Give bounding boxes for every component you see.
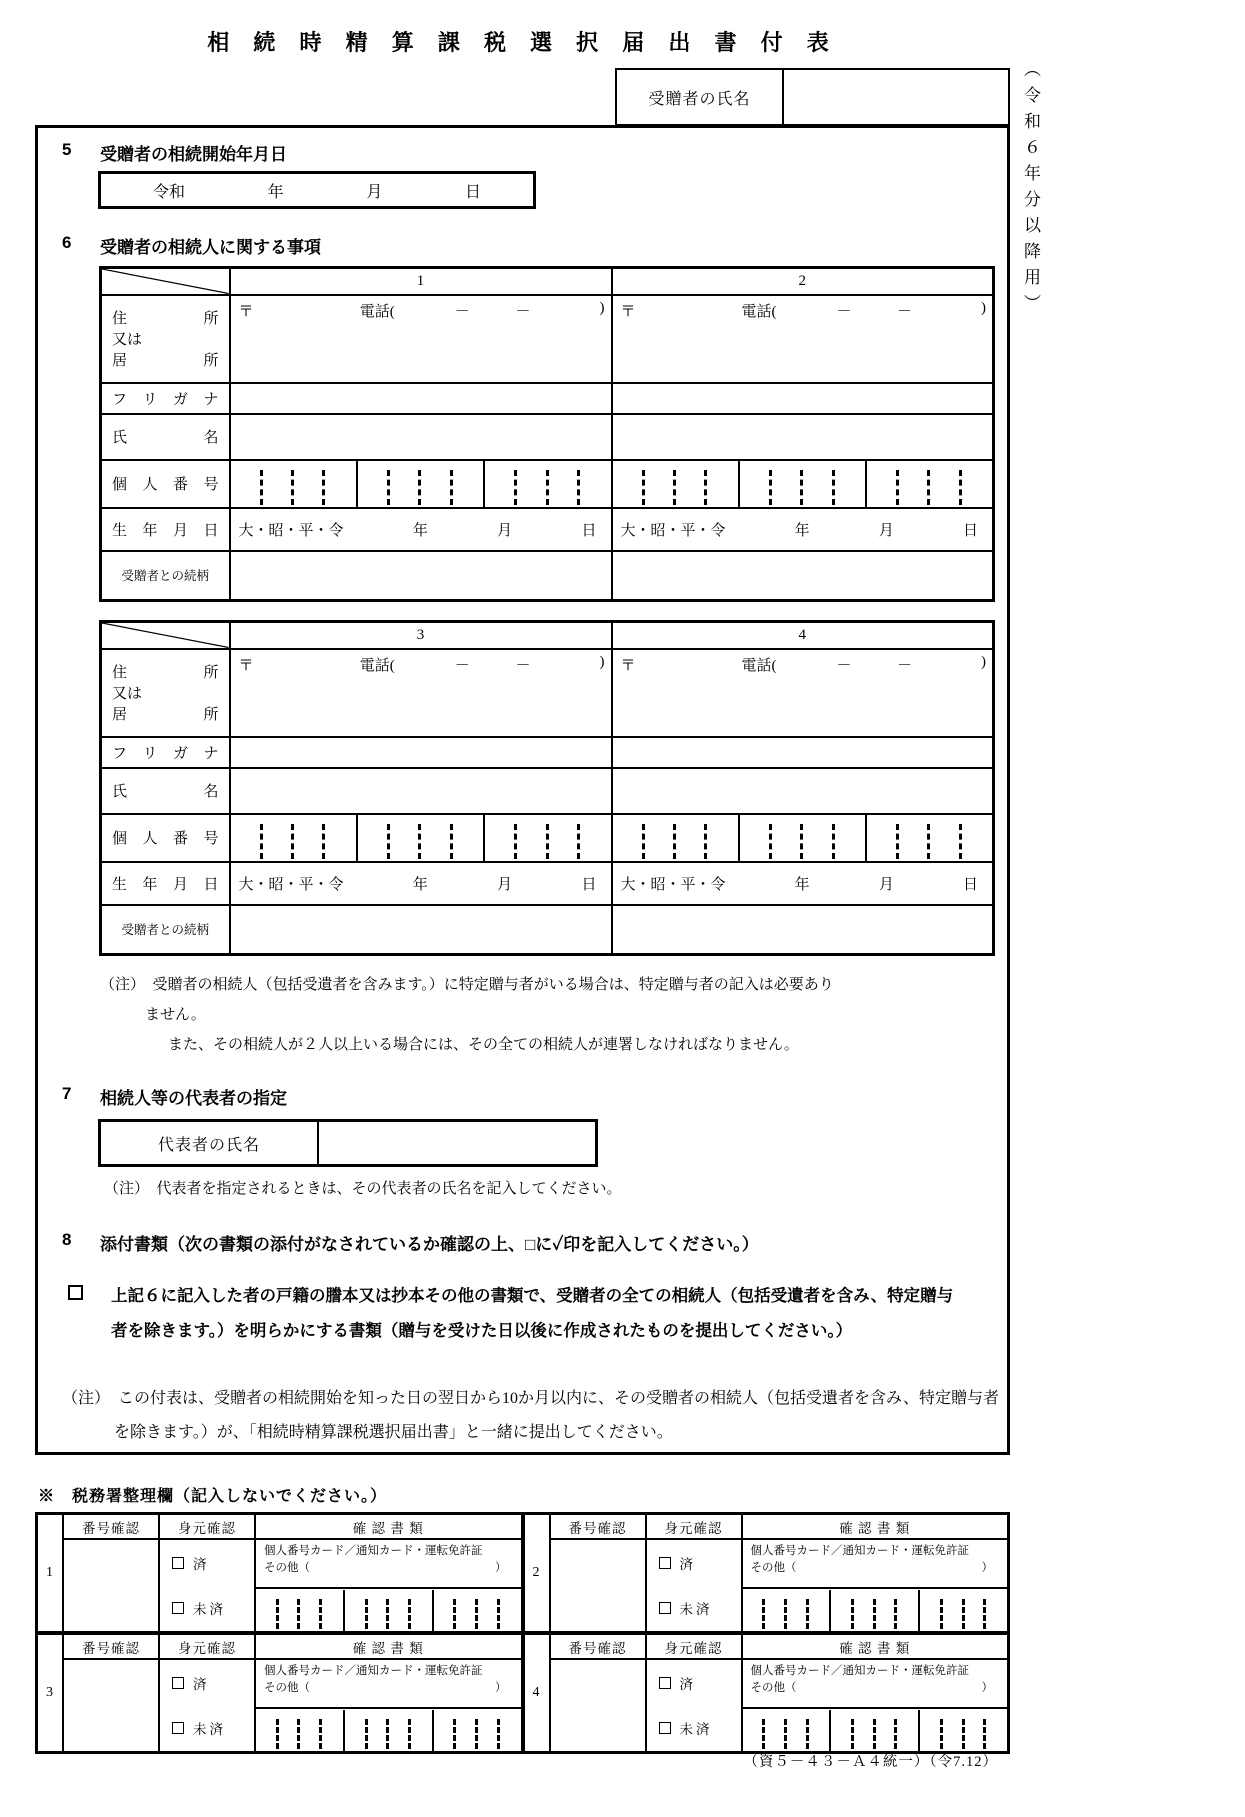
identity-done-option[interactable]: 済 (172, 1673, 254, 1693)
office-block-4 (523, 1633, 1010, 1753)
representative-name-input[interactable] (319, 1122, 595, 1164)
era-options[interactable]: 大・昭・平・令 (238, 522, 344, 539)
documents-header: 確 認 書 類 (255, 1634, 522, 1659)
checkbox-icon[interactable] (659, 1722, 671, 1734)
documents-types-cell: 個人番号カード／通知カード・運転免許証 その他（ ） (742, 1659, 1009, 1708)
month-label: 月 (366, 183, 383, 201)
number-check-cell[interactable] (550, 1539, 646, 1632)
fiscal-year-side-label: （令和６年分以降用） (1021, 60, 1040, 320)
checkbox-icon[interactable] (659, 1602, 671, 1614)
checkbox-icon[interactable] (172, 1677, 184, 1689)
furigana-input[interactable] (230, 737, 612, 768)
diagonal-header-cell (101, 268, 230, 295)
section5-title: 受贈者の相続開始年月日 (100, 145, 287, 164)
documents-types-cell: 個人番号カード／通知カード・運転免許証 その他（ ） (255, 1539, 522, 1588)
furigana-input[interactable] (230, 383, 612, 414)
personal-number-input[interactable] (612, 460, 994, 508)
document-number-input[interactable] (742, 1588, 1009, 1632)
phone-label: 電話( (359, 657, 395, 674)
section6-title: 受贈者の相続人に関する事項 (100, 238, 321, 257)
heir-column-number: 4 (612, 622, 994, 649)
heir-column-number: 1 (230, 268, 612, 295)
office-block-number: 1 (37, 1514, 63, 1632)
birthdate-input[interactable]: 大・昭・平・令 年 月 日 (230, 862, 612, 905)
address-input[interactable]: 〒 電話( － － ) (230, 295, 612, 383)
form-main-box (35, 125, 1010, 1455)
checkbox-icon[interactable] (659, 1557, 671, 1569)
identity-check-header: 身元確認 (159, 1514, 255, 1539)
documents-header: 確 認 書 類 (742, 1514, 1009, 1539)
diagonal-line (102, 269, 229, 294)
identity-check-cell (159, 1659, 255, 1752)
diagonal-line (102, 623, 229, 648)
era-options[interactable]: 大・昭・平・令 (620, 876, 726, 893)
attachment-checkbox[interactable] (68, 1285, 83, 1300)
office-grid (35, 1512, 1010, 1754)
representative-name-box (98, 1119, 598, 1167)
checkbox-icon[interactable] (172, 1557, 184, 1569)
heirs-table-3-4 (99, 620, 995, 956)
documents-types-cell: 個人番号カード／通知カード・運転免許証 その他（ ） (255, 1659, 522, 1708)
relation-row-label: 受贈者との続柄 (101, 905, 230, 955)
postal-mark: 〒 (620, 657, 636, 674)
number-check-cell[interactable] (550, 1659, 646, 1752)
office-block-3 (36, 1633, 523, 1753)
birthdate-row-label: 生 年 月 日 (101, 508, 230, 551)
address-row-label: 住 所 又は 居 所 (101, 649, 230, 737)
section7-title: 相続人等の代表者の指定 (100, 1089, 287, 1108)
inheritance-start-date-input[interactable] (98, 171, 536, 209)
furigana-input[interactable] (612, 737, 994, 768)
section8-title: 添付書類（次の書類の添付がなされているか確認の上、□に✓印を記入してください。） (100, 1235, 759, 1254)
personal-number-row-label: 個 人 番 号 (101, 460, 230, 508)
identity-check-header: 身元確認 (159, 1634, 255, 1659)
relation-input[interactable] (230, 551, 612, 601)
birthdate-input[interactable]: 大・昭・平・令 年 月 日 (612, 508, 994, 551)
number-check-header: 番号確認 (550, 1514, 646, 1539)
office-block-2 (523, 1513, 1010, 1633)
section8-heading (62, 1230, 1007, 1255)
number-check-cell[interactable] (63, 1539, 159, 1632)
phone-label: 電話( (741, 303, 777, 320)
year-label: 年 (267, 183, 284, 201)
postal-mark: 〒 (238, 657, 254, 674)
diagonal-header-cell (101, 622, 230, 649)
attachment-text: 上記６に記入した者の戸籍の謄本又は抄本その他の書類で、受贈者の全ての相続人（包括受遺者を含み、特定贈与者を除きます。）を明らかにする書類（贈与を受けた日以後に作成されたものを提出してください。） (111, 1287, 954, 1340)
form-title: 相 続 時 精 算 課 税 選 択 届 出 書 付 表 (207, 30, 838, 55)
donee-name-input[interactable] (784, 70, 1008, 124)
identity-check-cell (646, 1659, 742, 1752)
section8-number: 8 (62, 1230, 72, 1249)
birthdate-input[interactable]: 大・昭・平・令 年 月 日 (230, 508, 612, 551)
checkbox-icon[interactable] (172, 1602, 184, 1614)
office-block-1 (36, 1513, 523, 1633)
furigana-row-label: フ リ ガ ナ (101, 383, 230, 414)
document-number-input[interactable] (742, 1708, 1009, 1752)
identity-notdone-option[interactable]: 未済 (659, 1598, 741, 1618)
name-input[interactable] (230, 768, 612, 814)
checkbox-icon[interactable] (659, 1677, 671, 1689)
name-row-label: 氏 名 (101, 414, 230, 460)
number-check-header: 番号確認 (63, 1514, 159, 1539)
submission-note: （注） この付表は、受贈者の相続開始を知った日の翌日から10か月以内に、その受贈者の相続人（包括受遺者を含み、特定贈与者を除きます。）が、「相続時精算課税選択届出書」と一緒に提出してください。 (62, 1390, 999, 1441)
relation-row-label: 受贈者との続柄 (101, 551, 230, 601)
personal-number-input[interactable] (612, 814, 994, 862)
birthdate-row-label: 生 年 月 日 (101, 862, 230, 905)
relation-input[interactable] (612, 905, 994, 955)
office-section-heading: ※ 税務署整理欄（記入しないでください。） (38, 1488, 388, 1505)
heirs-table-1-2 (99, 266, 995, 602)
section6-heading (62, 233, 1007, 258)
address-input[interactable]: 〒 電話( － － ) (612, 295, 994, 383)
documents-header: 確 認 書 類 (742, 1634, 1009, 1659)
address-input[interactable]: 〒 電話( － － ) (230, 649, 612, 737)
identity-check-header: 身元確認 (646, 1514, 742, 1539)
identity-notdone-option[interactable]: 未済 (172, 1718, 254, 1738)
era-options[interactable]: 大・昭・平・令 (238, 876, 344, 893)
office-block-number: 2 (524, 1514, 550, 1632)
section7-number: 7 (62, 1084, 72, 1103)
address-input[interactable]: 〒 電話( － － ) (612, 649, 994, 737)
identity-check-cell (646, 1539, 742, 1632)
number-check-cell[interactable] (63, 1659, 159, 1752)
personal-number-input[interactable] (230, 814, 612, 862)
section5-heading (62, 140, 1007, 165)
name-row-label: 氏 名 (101, 768, 230, 814)
furigana-input[interactable] (612, 383, 994, 414)
birthdate-input[interactable]: 大・昭・平・令 年 月 日 (612, 862, 994, 905)
identity-done-option[interactable]: 済 (659, 1673, 741, 1693)
relation-input[interactable] (612, 551, 994, 601)
identity-notdone-option[interactable]: 未済 (172, 1598, 254, 1618)
phone-label: 電話( (359, 303, 395, 320)
day-label: 日 (464, 183, 481, 201)
representative-name-label: 代表者の氏名 (101, 1122, 319, 1164)
number-check-header: 番号確認 (550, 1634, 646, 1659)
documents-types-cell: 個人番号カード／通知カード・運転免許証 その他（ ） (742, 1539, 1009, 1588)
document-number-input[interactable] (255, 1708, 522, 1752)
checkbox-icon[interactable] (172, 1722, 184, 1734)
section5-number: 5 (62, 140, 72, 159)
donee-name-box (615, 68, 1010, 126)
number-check-header: 番号確認 (63, 1634, 159, 1659)
donee-name-label: 受贈者の氏名 (617, 70, 784, 124)
personal-number-row-label: 個 人 番 号 (101, 814, 230, 862)
office-block-number: 3 (37, 1634, 63, 1752)
heir-column-number: 2 (612, 268, 994, 295)
section7-note: （注） 代表者を指定されるときは、その代表者の氏名を記入してください。 (104, 1181, 622, 1197)
postal-mark: 〒 (620, 303, 636, 320)
documents-header: 確 認 書 類 (255, 1514, 522, 1539)
attachment-item (38, 1279, 1007, 1348)
phone-label: 電話( (741, 657, 777, 674)
identity-done-option[interactable]: 済 (659, 1553, 741, 1573)
identity-done-option[interactable]: 済 (172, 1553, 254, 1573)
name-input[interactable] (612, 768, 994, 814)
era-label: 令和 (153, 183, 186, 201)
personal-number-input[interactable] (230, 460, 612, 508)
heir-column-number: 3 (230, 622, 612, 649)
name-input[interactable] (230, 414, 612, 460)
address-row-label: 住 所 又は 居 所 (101, 295, 230, 383)
identity-notdone-option[interactable]: 未済 (659, 1718, 741, 1738)
section6-note: （注） 受贈者の相続人（包括受遺者を含みます。）に特定贈与者がいる場合は、特定贈与者の記入は必要あり ません。 また、その相続人が２人以上いる場合には、その全ての相続人が連署しなければなりません。 (100, 977, 834, 1053)
section7-heading (62, 1084, 1007, 1109)
era-options[interactable]: 大・昭・平・令 (620, 522, 726, 539)
office-block-number: 4 (524, 1634, 550, 1752)
form-code: （資５－４３－Ａ４統一）（令7.12） (743, 1754, 998, 1770)
section6-number: 6 (62, 233, 72, 252)
identity-check-header: 身元確認 (646, 1634, 742, 1659)
furigana-row-label: フ リ ガ ナ (101, 737, 230, 768)
name-input[interactable] (612, 414, 994, 460)
document-number-input[interactable] (255, 1588, 522, 1632)
postal-mark: 〒 (238, 303, 254, 320)
relation-input[interactable] (230, 905, 612, 955)
identity-check-cell (159, 1539, 255, 1632)
